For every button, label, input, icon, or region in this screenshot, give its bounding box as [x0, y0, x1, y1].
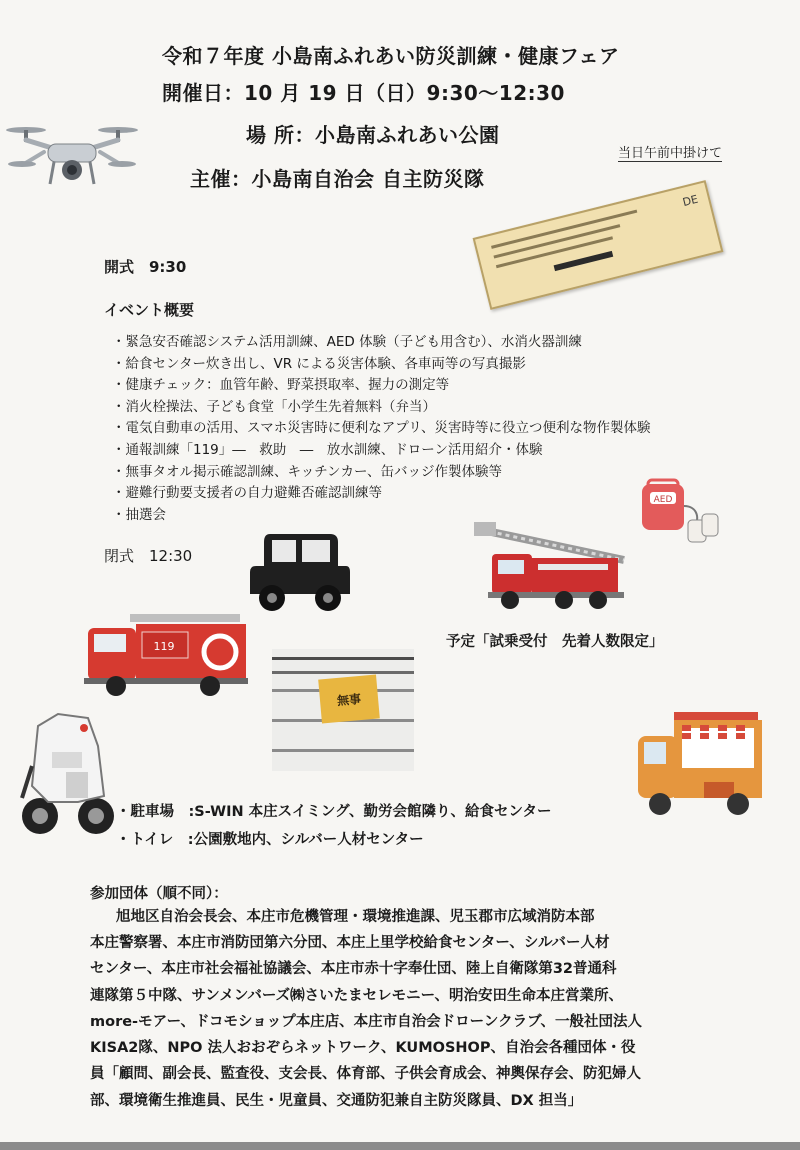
- participant-line: センター、本庄市社会福祉協議会、本庄市赤十字奉仕団、陸上自衛隊第32普通科: [90, 961, 617, 978]
- closing-time: 閉式 12:30: [104, 547, 193, 565]
- time-note: 当日午前中掛けて: [618, 142, 722, 162]
- opening-time: 開式 9:30: [104, 258, 187, 276]
- towel-photo: [272, 649, 414, 771]
- event-date: 開催日：10 月 19 日（日）9:30～12:30: [162, 81, 565, 105]
- aed-illustration: [638, 476, 722, 546]
- participant-line: 部、環境衛生推進員、民生・児童員、交通防犯兼自主防災隊員、DX 担当」: [90, 1092, 583, 1109]
- events-list: [112, 332, 651, 526]
- drone-illustration: [4, 118, 140, 198]
- toilet-info: ・トイレ :公園敷地内、シルバー人材センター: [116, 832, 424, 848]
- events-heading: イベント概要: [104, 301, 195, 319]
- scan-edge: [0, 1142, 800, 1150]
- jeep-illustration: [246, 528, 354, 618]
- paper-photo: [473, 180, 724, 310]
- event-title: 令和７年度 小島南ふれあい防災訓練・健康フェア: [162, 44, 620, 68]
- participant-line: more-モアー、ドコモショップ本庄店、本庄市自治会ドローンクラブ、一般社団法人: [90, 1013, 642, 1030]
- list-item: ・ 避難行動要支援者の自力避難否確認訓練等: [112, 483, 651, 505]
- aed-label: AED: [653, 495, 673, 505]
- event-venue: 場 所：小島南ふれあい公園: [246, 123, 500, 147]
- list-item: ・ 通報訓練「119」― 救助 ― 放水訓練、ドローン活用紹介・体験: [112, 440, 651, 462]
- participant-line: 本庄警察署、本庄市消防団第六分団、本庄上里学校給食センター、シルバー人材: [90, 935, 610, 951]
- paper-label: DE: [681, 192, 700, 210]
- list-item: ・ 健康チェック：血管年齢、野菜摂取率、握力の測定等: [112, 375, 651, 397]
- participants-heading: 参加団体（順不同）：: [90, 886, 228, 902]
- fire-engine-illustration: [80, 610, 250, 698]
- kitchen-car-illustration: [634, 706, 766, 824]
- participants-first-line: [116, 904, 595, 930]
- participant-line: 連隊第５中隊、サンメンバーズ㈱さいたまセレモニー、明治安田生命本庄営業所、: [90, 987, 624, 1004]
- fire-engine-number: 119: [153, 640, 175, 653]
- ladder-truck-illustration: [468, 514, 638, 612]
- event-organizer: 主催：小島南自治会 自主防災隊: [190, 167, 485, 191]
- police-motorcycle-illustration: [18, 706, 118, 838]
- ride-note: 予定「試乗受付 先着人数限定」: [446, 634, 664, 650]
- participants-list: [90, 930, 642, 1114]
- list-item: ・ 無事タオル掲示確認訓練、キッチンカー、缶バッジ作製体験等: [112, 462, 651, 484]
- list-item: ・ 給食センター炊き出し、VR による災害体験、各車両等の写真撮影: [112, 354, 651, 376]
- participant-line: KISA2隊、NPO 法人おおぞらネットワーク、KUMOSHOP、自治会各種団体・役: [90, 1040, 636, 1057]
- list-item: ・ 電気自動車の活用、スマホ災害時に便利なアプリ、災害時等に役立つ便利な物作製体験: [112, 418, 651, 440]
- list-item: ・ 消火栓操法、子ども食堂「小学生先着無料（弁当）: [112, 397, 651, 419]
- list-item: ・ 緊急安否確認システム活用訓練、AED 体験（子ども用含む）、水消火器訓練: [112, 332, 651, 354]
- list-item: ・ 抽選会: [112, 505, 651, 527]
- participant-line: 員「顧問、副会長、監査役、支会長、体育部、子供会育成会、神輿保存会、防犯婦人: [90, 1066, 641, 1083]
- participant-line: 旭地区自治会長会、本庄市危機管理・環境推進課、児玉郡市広域消防本部: [116, 909, 595, 925]
- parking-info: ・駐車場 :S-WIN 本庄スイミング、勤労会館隣り、給食センター: [116, 804, 552, 820]
- towel-sign: 無事: [318, 675, 380, 724]
